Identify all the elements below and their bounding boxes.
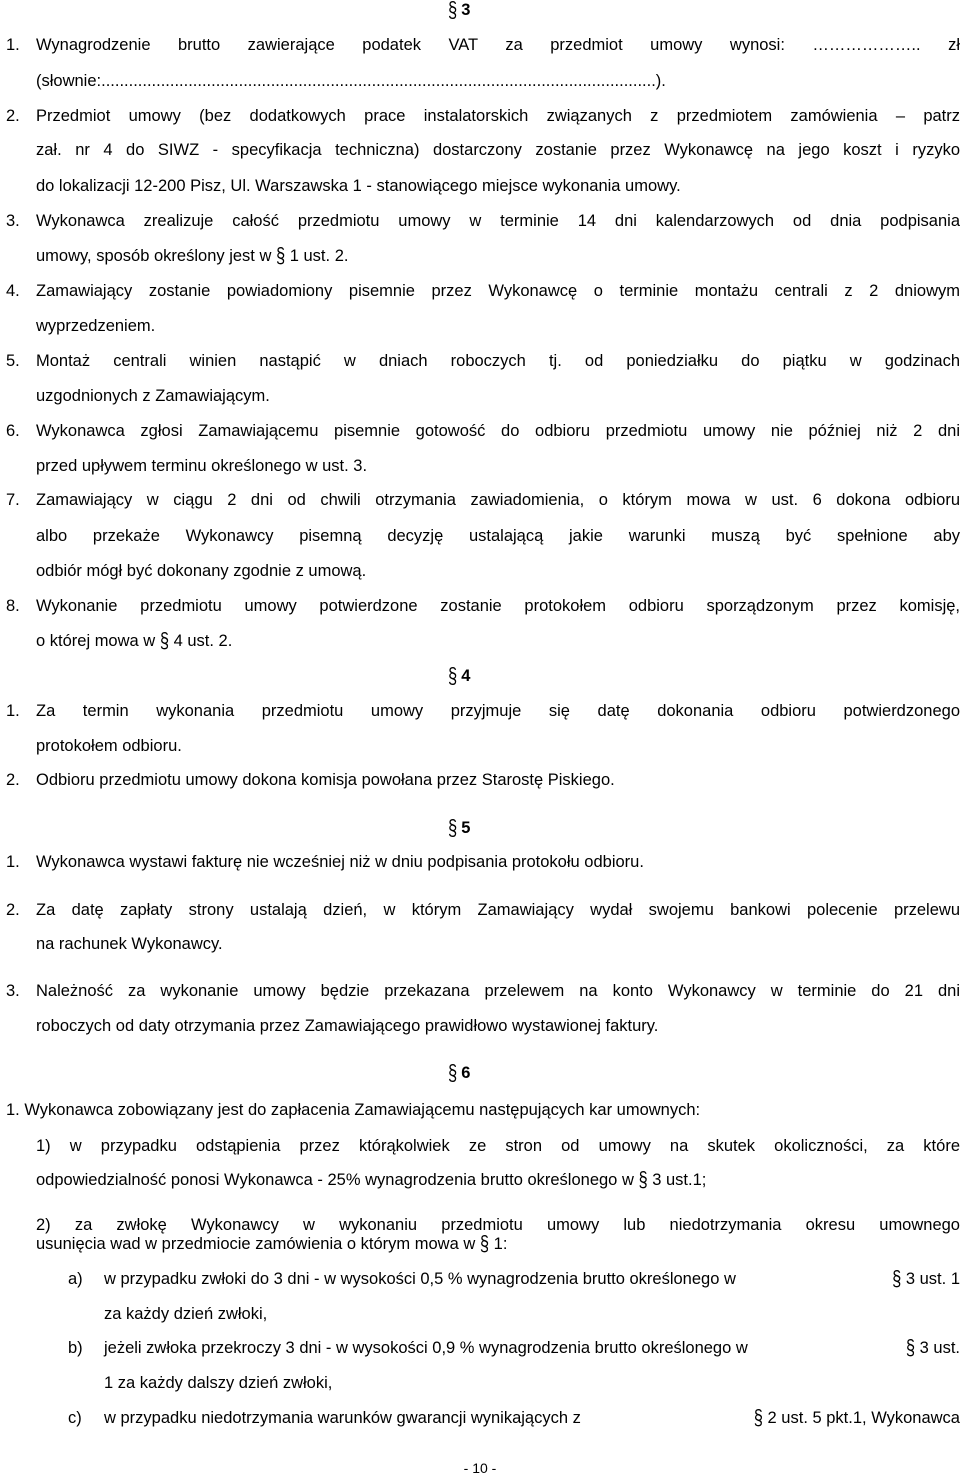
paragraph-line: Wykonanie przedmiotu umowy potwierdzone zostanie protokołem odbioru sporządzonym przez komisję, xyxy=(36,597,960,615)
section-symbol: § xyxy=(448,663,458,689)
line-text: w przypadku zwłoki do 3 dni - w wysokości 0,5 % wynagrodzenia brutto określonego w xyxy=(104,1270,736,1288)
list-letter: c) xyxy=(68,1409,82,1427)
line-text xyxy=(906,1338,960,1358)
list-letter: b) xyxy=(68,1339,83,1357)
paragraph-line xyxy=(36,631,232,651)
section-4-heading xyxy=(448,663,488,689)
line-text: o której mowa w xyxy=(36,632,156,650)
line-text: 1 ust. 2. xyxy=(289,247,349,265)
paragraph-line: Przedmiot umowy (bez dodatkowych prace instalatorskich związanych z przedmiotem zamówienia – patrz xyxy=(36,107,960,125)
list-letter: a) xyxy=(68,1270,83,1288)
paragraph-line: 2) za zwłokę Wykonawcy w wykonaniu przedmiotu umowy lub niedotrzymania okresu umownego xyxy=(36,1216,960,1234)
section-number: 4 xyxy=(461,667,471,685)
paragraph-line: odbiór mógł być dokonany zgodnie z umową. xyxy=(36,562,367,580)
paragraph-number: 1. xyxy=(6,702,20,720)
paragraph-line xyxy=(104,1408,960,1428)
section-symbol: § xyxy=(448,815,458,841)
paragraph-line: albo przekaże Wykonawcy pisemną decyzję ustalającą jakie warunki muszą być spełnione aby xyxy=(36,527,960,545)
section-symbol: § xyxy=(448,0,458,23)
paragraph-number: 4. xyxy=(6,282,20,300)
paragraph-line: Odbioru przedmiotu umowy dokona komisja powołana przez Starostę Piskiego. xyxy=(36,771,615,789)
paragraph-number: 8. xyxy=(6,597,20,615)
paragraph-line: Zamawiający w ciągu 2 dni od chwili otrzymania zawiadomienia, o którym mowa w ust. 6 dokona odbioru xyxy=(36,491,960,509)
paragraph-number: 3. xyxy=(6,212,20,230)
paragraph-line: (słownie:.........................................................................................................................). xyxy=(36,72,666,90)
paragraph-number: 1. xyxy=(6,853,20,871)
paragraph-line xyxy=(36,1170,706,1190)
section-symbol: § xyxy=(479,1232,490,1256)
paragraph-number: 6. xyxy=(6,422,20,440)
paragraph-line: za każdy dzień zwłoki, xyxy=(104,1305,268,1323)
line-text: w przypadku niedotrzymania warunków gwarancji wynikających z xyxy=(104,1409,581,1427)
line-text: 3 ust.1; xyxy=(652,1171,707,1189)
paragraph-line: wyprzedzeniem. xyxy=(36,317,156,335)
paragraph-number: 2. xyxy=(6,771,20,789)
line-text: 3 ust. xyxy=(919,1339,960,1357)
section-symbol: § xyxy=(753,1406,763,1430)
line-text: 2 ust. 5 pkt.1, Wykonawca xyxy=(767,1409,960,1427)
paragraph-number: 5. xyxy=(6,352,20,370)
line-text: usunięcia wad w przedmiocie zamówienia o którym mowa w xyxy=(36,1235,476,1253)
line-text: odpowiedzialność ponosi Wykonawca - 25% wynagrodzenia brutto określonego w xyxy=(36,1171,634,1189)
paragraph-line: Wykonawca zgłosi Zamawiającemu pisemnie gotowość do odbioru przedmiotu umowy nie później niż 2 dni xyxy=(36,422,960,440)
section-symbol: § xyxy=(159,629,169,653)
section-6-heading xyxy=(448,1060,488,1086)
paragraph-number: 1. xyxy=(6,36,20,54)
paragraph-line: Montaż centrali winien nastąpić w dniach roboczych tj. od poniedziałku do piątku w godzinach xyxy=(36,352,960,370)
paragraph-line: roboczych od daty otrzymania przez Zamawiającego prawidłowo wystawionej faktury. xyxy=(36,1017,659,1035)
paragraph-line xyxy=(104,1338,960,1358)
section-symbol: § xyxy=(448,1060,458,1086)
paragraph-line: 1 za każdy dalszy dzień zwłoki, xyxy=(104,1374,333,1392)
section-number: 5 xyxy=(461,819,471,837)
paragraph-line xyxy=(36,246,348,266)
paragraph-number: 3. xyxy=(6,982,20,1000)
paragraph-line: Należność za wykonanie umowy będzie przekazana przelewem na konto Wykonawcy w terminie do 21 dni xyxy=(36,982,960,1000)
paragraph-line: Za termin wykonania przedmiotu umowy przyjmuje się datę dokonania odbioru potwierdzonego xyxy=(36,702,960,720)
section-symbol: § xyxy=(275,244,286,268)
line-text: 1: xyxy=(493,1235,508,1253)
paragraph-line: Wykonawca wystawi fakturę nie wcześniej niż w dniu podpisania protokołu odbioru. xyxy=(36,853,644,871)
paragraph-line: zał. nr 4 do SIWZ - specyfikacja techniczna) dostarczony zostanie przez Wykonawcę na jego koszt i ryzyko xyxy=(36,141,960,159)
paragraph-line: Wykonawca zrealizuje całość przedmiotu umowy w terminie 14 dni kalendarzowych od dnia podpisania xyxy=(36,212,960,230)
paragraph-line xyxy=(104,1269,960,1289)
paragraph-line: Za datę zapłaty strony ustalają dzień, w którym Zamawiający wydał swojemu bankowi polecenie przelewu xyxy=(36,901,960,919)
paragraph-line xyxy=(36,1234,507,1254)
section-5-heading xyxy=(448,815,488,841)
paragraph-number: 2. xyxy=(6,901,20,919)
section-number: 3 xyxy=(461,1,471,19)
paragraph-line: Wynagrodzenie brutto zawierające podatek VAT za przedmiot umowy wynosi: ……………….. zł xyxy=(36,36,960,54)
paragraph-line: przed upływem terminu określonego w ust. 3. xyxy=(36,457,368,475)
page-number: - 10 - xyxy=(463,1460,497,1476)
line-text xyxy=(892,1269,960,1289)
section-symbol: § xyxy=(892,1267,902,1291)
paragraph-line: uzgodnionych z Zamawiającym. xyxy=(36,387,270,405)
paragraph-line: do lokalizacji 12-200 Pisz, Ul. Warszawska 1 - stanowiącego miejsce wykonania umowy. xyxy=(36,177,681,195)
section-number: 6 xyxy=(461,1064,471,1082)
paragraph-line: na rachunek Wykonawcy. xyxy=(36,935,223,953)
line-text: 4 ust. 2. xyxy=(173,632,233,650)
line-text xyxy=(754,1408,960,1428)
paragraph-number: 7. xyxy=(6,491,20,509)
line-text: 3 ust. 1 xyxy=(905,1270,960,1288)
paragraph-number: 2. xyxy=(6,107,20,125)
paragraph-line: Zamawiający zostanie powiadomiony pisemnie przez Wykonawcę o terminie montażu centrali z 2 dniowym xyxy=(36,282,960,300)
paragraph-line: protokołem odbioru. xyxy=(36,737,182,755)
line-text: umowy, sposób określony jest w xyxy=(36,247,272,265)
section-symbol: § xyxy=(905,1336,916,1360)
line-text: jeżeli zwłoka przekroczy 3 dni - w wysokości 0,9 % wynagrodzenia brutto określonego w xyxy=(104,1339,748,1357)
section-symbol: § xyxy=(638,1168,648,1192)
paragraph-line: 1) w przypadku odstąpienia przez którąkolwiek ze stron od umowy na skutek okoliczności, za które xyxy=(36,1137,960,1155)
section-3-heading xyxy=(448,0,488,23)
paragraph-line: 1. Wykonawca zobowiązany jest do zapłacenia Zamawiającemu następujących kar umownych: xyxy=(6,1101,701,1119)
